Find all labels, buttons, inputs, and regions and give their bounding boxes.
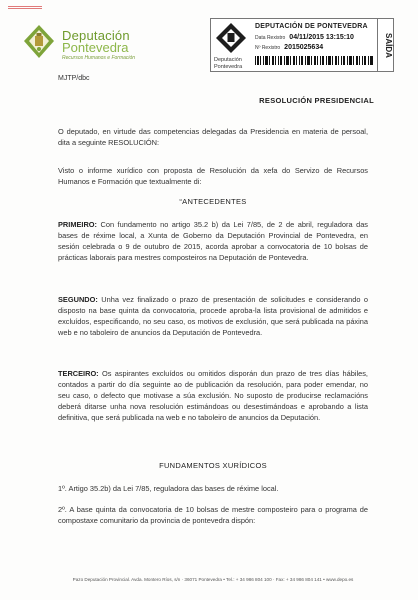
stamp-date-label: Data Rexistro — [255, 35, 286, 41]
segundo-paragraph — [58, 294, 368, 338]
antecedentes-heading: “ANTECEDENTES — [179, 197, 247, 206]
brand-province: Pontevedra — [62, 40, 129, 55]
stamp-organization: DEPUTACIÓN DE PONTEVEDRA — [255, 23, 368, 30]
document-title: RESOLUCIÓN PRESIDENCIAL — [259, 96, 374, 105]
segundo-label: SEGUNDO: — [58, 295, 98, 304]
visto-paragraph: Visto o informe xurídico con proposta de Resolución da xefa do Servizo de Recursos Humanos e Formación que textualmente di: — [58, 166, 368, 186]
seal-label-line1: Deputación — [214, 57, 242, 63]
stamp-direction: SAÍDA — [384, 32, 393, 58]
stamp-number-row — [255, 44, 323, 51]
stamp-number-value: 2015025634 — [284, 44, 324, 51]
terceiro-text: Os aspirantes excluídos ou omitidos disporán dun prazo de tres días hábiles, contados a partir do día seguinte ao de publicación da resolución, para poder emendar, no seu caso, o defecto que motivase a súa exclusión. No suposto de producirse reclamacións deberá ditarse unha nova resolución estimándoas ou desestimándoas e aprobando a lista definitiva, que será publicada na web e no taboleiro de anuncios da Deputación. — [58, 369, 368, 422]
terceiro-paragraph — [58, 368, 368, 423]
deputacion-logo — [22, 22, 172, 66]
seal-label-line2: Pontevedra — [214, 64, 243, 70]
segundo-text: Unha vez finalizado o prazo de presentación de solicitudes e considerando o disposto na base quinta da convocatoria, procede aproba-la lista provisional de admitidos e excluídos, especificando, no seu caso, os motivos de exclusión, que será publicada na páxina web e no taboleiro de anuncios da Deputación de Pontevedra. — [58, 295, 368, 337]
fundamento-1: 1º. Artigo 35.2b) da Lei 7/85, reguladora das bases de réxime local. — [58, 484, 279, 493]
stamp-divider — [377, 19, 378, 71]
brand-tagline: Recursos Humanos e Formación — [62, 55, 136, 61]
stamp-number-label: Nº Rexistro — [255, 45, 281, 51]
coat-of-arms-icon — [22, 24, 56, 60]
stamp-date-value: 04/11/2015 13:15:10 — [289, 34, 354, 41]
seal-icon — [215, 22, 247, 56]
primeiro-text: Con fundamento no artigo 35.2 b) da Lei 7/85, de 2 de abril, reguladora das bases de réxime local, a Xunta de Goberno da Deputación Provincial de Pontevedra, en sesión celebrada o 9 de outubro de 2015, acorda aprobar a convocatoria de 10 bolsas de prácticas laborais para mestres composteiros na Deputación de Pontevedra. — [58, 220, 368, 262]
terceiro-label: TERCEIRO: — [58, 369, 99, 378]
brand-name: Deputación — [62, 28, 130, 43]
document-reference: MJTP/dbc — [58, 75, 90, 82]
fundamento-2: 2º. A base quinta da convocatoria de 10 bolsas de mestre composteiro para o programa de compostaxe comunitario da provincia de pontevedra dispón: — [58, 505, 368, 525]
barcode-icon — [255, 56, 373, 65]
stamp-date-row — [255, 34, 354, 41]
corner-mark — [8, 6, 42, 10]
page-footer: Pazo Deputación Provincial. Avda. Montero Ríos, s/n · 36071 Pontevedra • Tel.: + 34 986 804 100 · Fax: + 34 986 804 141 • www.depo.es — [72, 577, 354, 582]
fundamentos-heading: FUNDAMENTOS XURÍDICOS — [159, 461, 267, 470]
primeiro-paragraph — [58, 219, 368, 263]
registry-stamp — [210, 18, 394, 72]
primeiro-label: PRIMEIRO: — [58, 220, 98, 229]
intro-paragraph: O deputado, en virtude das competencias delegadas da Presidencia en materia de persoal, dita a seguinte RESOLUCIÓN: — [58, 127, 368, 147]
